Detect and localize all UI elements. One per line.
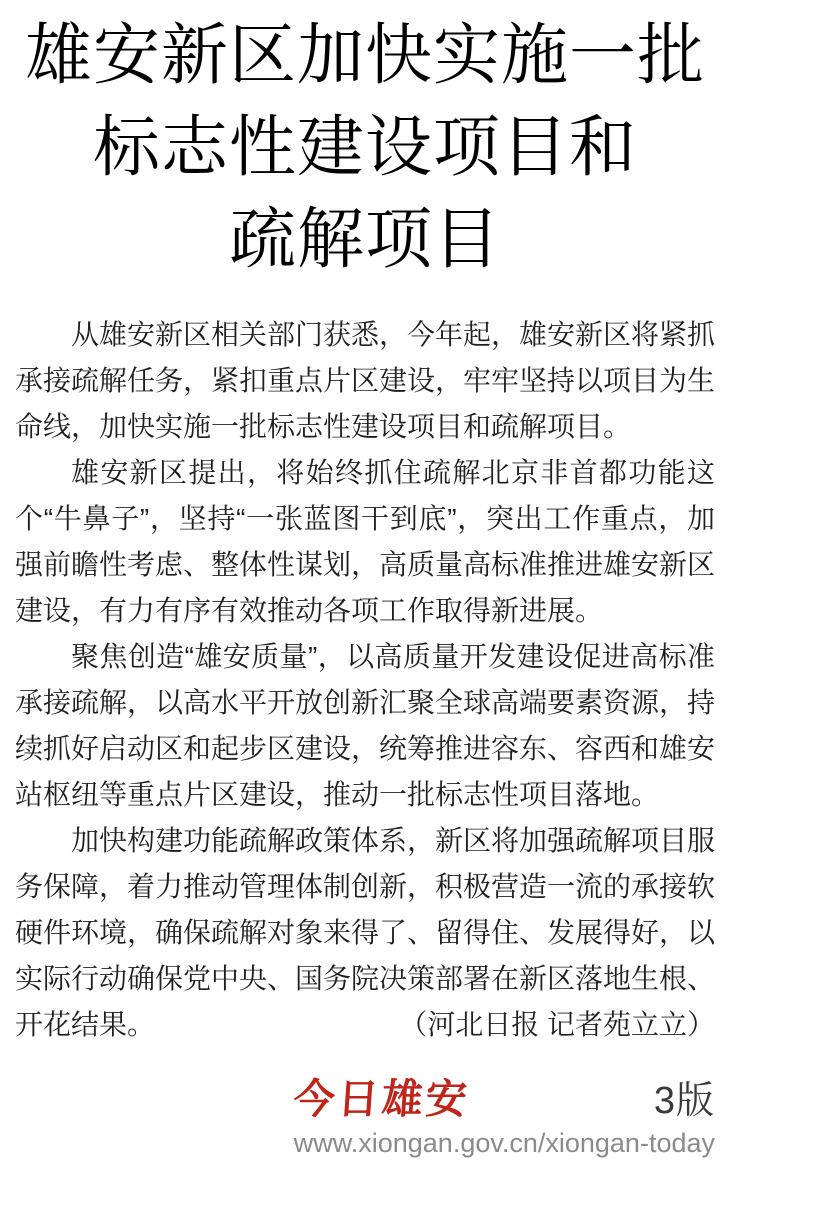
byline-attribution: （河北日报 记者苑立立） [399,1009,715,1040]
article-body [15,312,715,1048]
article-title [15,0,715,286]
article-paragraph-1: 从雄安新区相关部门获悉，今年起，雄安新区将紧抓承接疏解任务，紧扣重点片区建设，牢牢坚持以项目为生命线，加快实施一批标志性建设项目和疏解项目。 [15,319,716,442]
footer-masthead-row [291,1066,715,1125]
article-paragraph-2: 雄安新区提出，将始终抓住疏解北京非首都功能这个“牛鼻子”，坚持“一张蓝图干到底”，突出工作重点，加强前瞻性考虑、整体性谋划，高质量高标准推进雄安新区建设，有力有序有效推动各项工作取得新进展。 [15,457,716,626]
title-line-2: 标志性建设项目和 [93,111,637,185]
paragraph-4-text: 加快构建功能疏解政策体系，新区将加强疏解项目服务保障，着力推动管理体制创新，积极营造一流的承接软硬件环境，确保疏解对象来得了、留得住、发展得好，以实际行动确保党中央、国务院决策部署在新区落地生根、开花结果。 [15,825,716,1040]
title-line-3: 疏解项目 [229,203,501,277]
article-paragraph-4 [15,818,715,1048]
content-column [15,0,715,1159]
jinri-xiongan-logo: 今日雄安 [291,1075,472,1123]
article-paragraph-3: 聚焦创造“雄安质量”，以高质量开发建设促进高标准承接疏解，以高水平开放创新汇聚全球高端要素资源，持续抓好启动区和起步区建设，统筹推进容东、容西和雄安站枢纽等重点片区建设，推动一批标志性项目落地。 [15,641,716,810]
footer-block [291,1066,715,1159]
footer-url: www.xiongan.gov.cn/xiongan-today [293,1128,715,1158]
page-number: 3版 [653,1080,715,1122]
title-line-1: 雄安新区加快实施一批 [25,19,705,93]
page-footer [15,1066,715,1159]
